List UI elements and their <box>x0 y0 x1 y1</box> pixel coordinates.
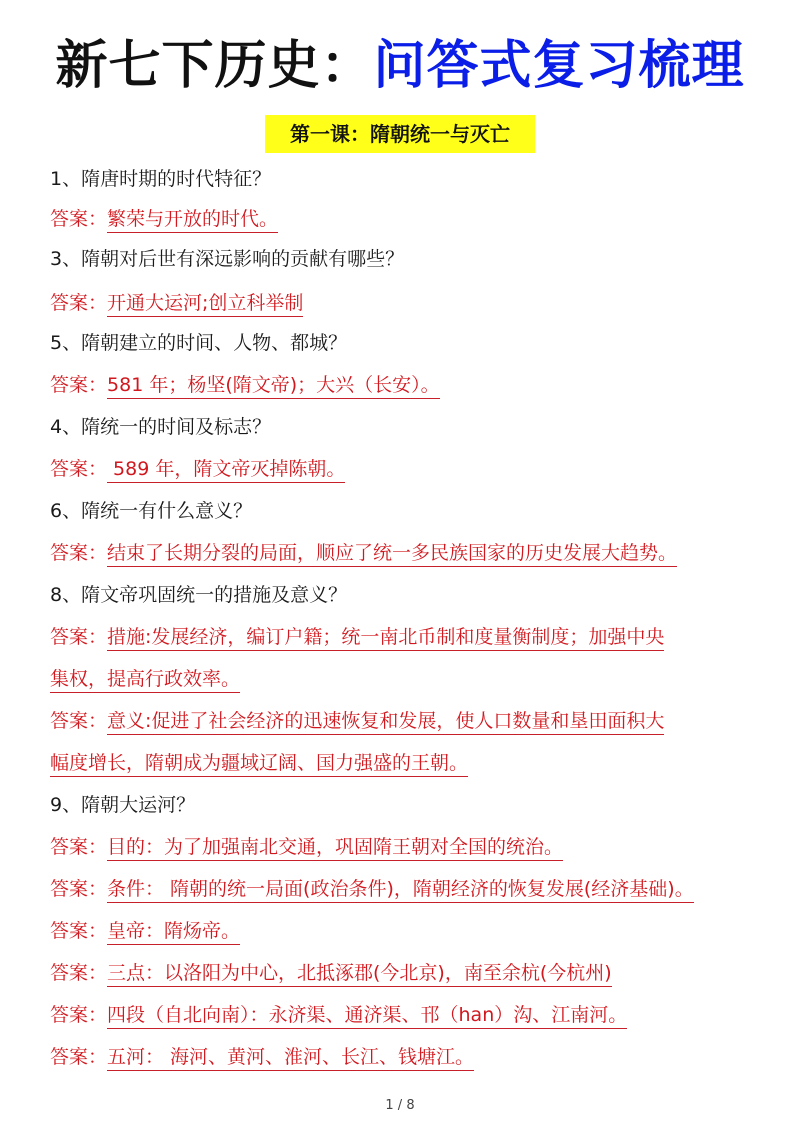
answer-5 <box>50 372 440 398</box>
question-6: 6、隋统一有什么意义？ <box>50 500 253 522</box>
answer-text: 结束了长期分裂的局面，顺应了统一多民族国家的历史发展大趋势。 <box>107 542 677 567</box>
title-prefix: 新七下历史： <box>55 35 374 96</box>
answer-text: 幅度增长，隋朝成为疆域辽阔、国力强盛的王朝。 <box>50 752 468 777</box>
title-highlight: 问答式复习梳理 <box>373 35 745 96</box>
question-1: 1、隋唐时期的时代特征？ <box>50 168 272 190</box>
question-4: 4、隋统一的时间及标志？ <box>50 416 272 438</box>
answer-9-emperor <box>50 918 240 944</box>
answer-label: 答案： <box>50 710 108 732</box>
answer-label: 答案： <box>50 1046 108 1068</box>
question-9: 9、隋朝大运河？ <box>50 794 196 816</box>
answer-9-five-rivers <box>50 1044 474 1070</box>
lesson-title: 第一课：隋朝统一与灭亡 <box>265 115 535 153</box>
answer-text: 三点：以洛阳为中心，北抵涿郡(今北京)，南至余杭(今杭州) <box>107 962 612 987</box>
answer-8-measures <box>50 624 664 650</box>
page-indicator: 1 / 8 <box>385 1098 415 1113</box>
answer-label: 答案： <box>50 1004 108 1026</box>
answer-text: 集权，提高行政效率。 <box>50 668 240 693</box>
answer-label: 答案： <box>50 920 108 942</box>
answer-label: 答案： <box>50 626 108 648</box>
answer-label: 答案： <box>50 458 108 480</box>
answer-8-significance-cont <box>50 750 468 776</box>
answer-1 <box>50 206 278 232</box>
answer-8-measures-cont <box>50 666 240 692</box>
answer-text: 条件： 隋朝的统一局面(政治条件)，隋朝经济的恢复发展(经济基础)。 <box>107 878 694 903</box>
answer-text: 四段（自北向南）：永济渠、通济渠、邗（han）沟、江南河。 <box>107 1004 627 1029</box>
page-title <box>0 30 800 102</box>
answer-4 <box>50 456 345 482</box>
answer-text: 589 年，隋文帝灭掉陈朝。 <box>107 458 345 483</box>
answer-label: 答案： <box>50 208 108 230</box>
answer-text: 意义:促进了社会经济的迅速恢复和发展，使人口数量和垦田面积大 <box>107 710 664 735</box>
question-3: 3、隋朝对后世有深远影响的贡献有哪些？ <box>50 248 405 270</box>
answer-9-four-sections <box>50 1002 627 1028</box>
answer-text: 581 年；杨坚(隋文帝)；大兴（长安）。 <box>107 374 440 399</box>
answer-3 <box>50 290 303 316</box>
answer-label: 答案： <box>50 836 108 858</box>
answer-text: 皇帝：隋炀帝。 <box>107 920 240 945</box>
answer-9-purpose <box>50 834 563 860</box>
answer-text: 开通大运河;创立科举制 <box>107 292 303 317</box>
answer-9-three-points <box>50 960 612 986</box>
answer-text: 繁荣与开放的时代。 <box>107 208 278 233</box>
question-5: 5、隋朝建立的时间、人物、都城？ <box>50 332 348 354</box>
answer-label: 答案： <box>50 542 108 564</box>
answer-6 <box>50 540 677 566</box>
answer-label: 答案： <box>50 374 108 396</box>
answer-label: 答案： <box>50 962 108 984</box>
answer-8-significance <box>50 708 664 734</box>
answer-text: 五河： 海河、黄河、淮河、长江、钱塘江。 <box>107 1046 474 1071</box>
answer-text: 目的：为了加强南北交通，巩固隋王朝对全国的统治。 <box>107 836 563 861</box>
answer-label: 答案： <box>50 878 108 900</box>
answer-text: 措施:发展经济，编订户籍；统一南北币制和度量衡制度；加强中央 <box>107 626 664 651</box>
answer-9-conditions <box>50 876 694 902</box>
question-8: 8、隋文帝巩固统一的措施及意义？ <box>50 584 348 606</box>
answer-label: 答案： <box>50 292 108 314</box>
